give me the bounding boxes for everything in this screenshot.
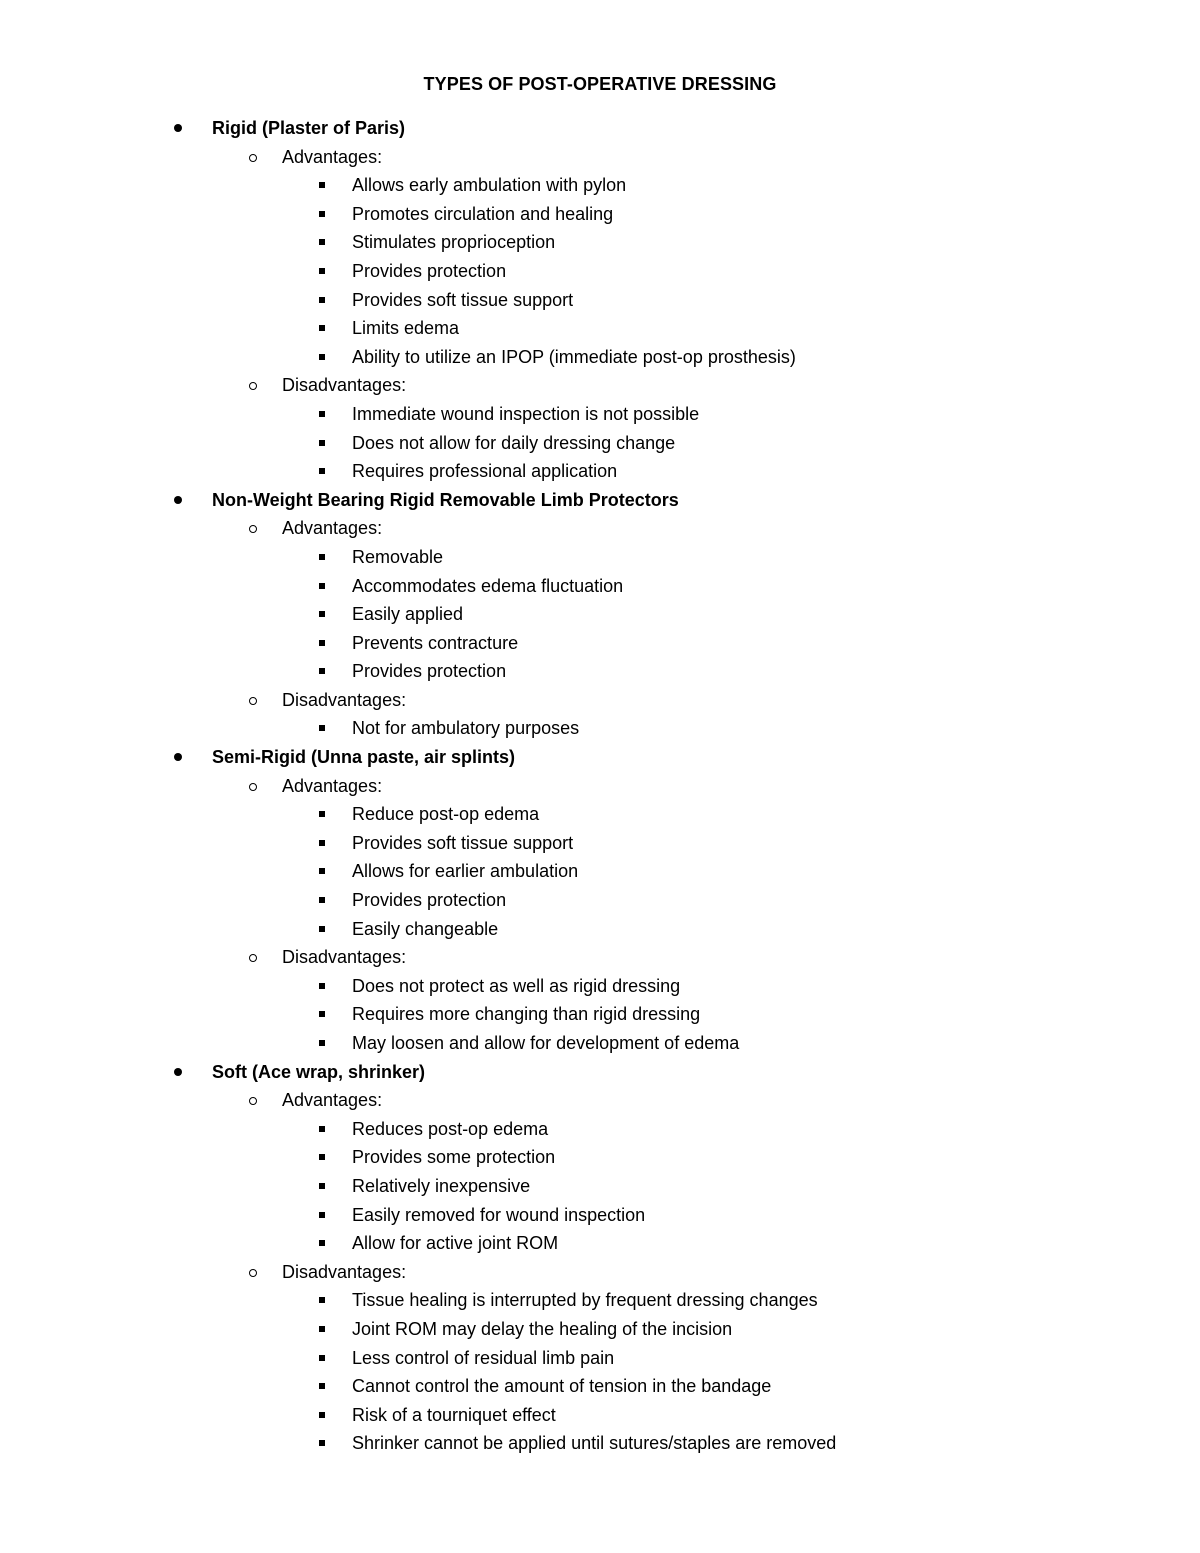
section-heading-text: Semi-Rigid (Unna paste, air splints)	[212, 747, 516, 768]
list-item-text: Accommodates edema fluctuation	[352, 575, 624, 596]
list-item-text: Prevents contracture	[352, 632, 519, 653]
section-heading-text: Rigid (Plaster of Paris)	[212, 118, 406, 138]
list-item	[0, 1344, 1200, 1373]
group-label-text: Disadvantages:	[282, 689, 407, 710]
group-label	[0, 943, 1200, 972]
list-item	[0, 857, 1200, 886]
list-item	[0, 1201, 1200, 1230]
list-item-text: Cannot control the amount of tension in the bandage	[352, 1376, 772, 1397]
list-item-text: Promotes circulation and healing	[352, 203, 614, 224]
list-item	[0, 286, 1200, 315]
list-item	[0, 886, 1200, 915]
list-item	[0, 800, 1200, 829]
list-item	[0, 1429, 1200, 1458]
list-item-text: Not for ambulatory purposes	[352, 718, 580, 739]
section-heading-text: Soft (Ace wrap, shrinker)	[212, 1061, 426, 1082]
group-label	[0, 143, 1200, 172]
group-label-text: Disadvantages:	[282, 1261, 407, 1282]
list-item-text: Provides soft tissue support	[352, 289, 574, 310]
list-item	[0, 600, 1200, 629]
group-label	[0, 514, 1200, 543]
list-item-text: Easily applied	[352, 604, 464, 625]
list-item-text: Reduce post-op edema	[352, 804, 540, 825]
list-item-text: May loosen and allow for development of edema	[352, 1033, 740, 1053]
list-item	[0, 429, 1200, 458]
list-item-text: Tissue healing is interrupted by frequent dressing changes	[352, 1290, 818, 1311]
list-item	[0, 1315, 1200, 1344]
list-item-text: Provides protection	[352, 661, 507, 682]
group-label-text: Disadvantages:	[282, 375, 407, 396]
list-item	[0, 1372, 1200, 1401]
list-item	[0, 972, 1200, 1001]
list-item	[0, 714, 1200, 743]
list-item-text: Shrinker cannot be applied until sutures/staples are removed	[352, 1433, 837, 1454]
list-item-text: Allows early ambulation with pylon	[352, 175, 627, 196]
list-item	[0, 1143, 1200, 1172]
list-item-text: Allow for active joint ROM	[352, 1233, 559, 1254]
list-item	[0, 543, 1200, 572]
dressing-types-outline	[0, 114, 1200, 1458]
section-heading	[0, 114, 1200, 143]
list-item-text: Less control of residual limb pain	[352, 1347, 615, 1368]
section-heading-text: Non-Weight Bearing Rigid Removable Limb Protectors	[212, 489, 679, 510]
document-title: TYPES OF POST-OPERATIVE DRESSING	[423, 74, 777, 94]
list-item	[0, 400, 1200, 429]
list-item	[0, 457, 1200, 486]
list-item-text: Provides soft tissue support	[352, 832, 574, 853]
group-label-text: Advantages:	[282, 775, 383, 796]
group-label	[0, 371, 1200, 400]
list-item	[0, 915, 1200, 944]
section-heading	[0, 743, 1200, 772]
group-label-text: Advantages:	[282, 518, 383, 539]
list-item-text: Joint ROM may delay the healing of the incision	[352, 1318, 733, 1339]
list-item	[0, 1029, 1200, 1058]
list-item-text: Requires more changing than rigid dressing	[352, 1004, 701, 1025]
list-item-text: Easily removed for wound inspection	[352, 1204, 646, 1225]
list-item	[0, 1286, 1200, 1315]
list-item	[0, 314, 1200, 343]
list-item	[0, 228, 1200, 257]
group-label	[0, 1086, 1200, 1115]
list-item	[0, 343, 1200, 372]
list-item-text: Relatively inexpensive	[352, 1175, 531, 1196]
group-label	[0, 1258, 1200, 1287]
list-item-text: Removable	[352, 546, 444, 567]
list-item	[0, 1115, 1200, 1144]
group-label-text: Advantages:	[282, 146, 383, 167]
list-item-text: Does not protect as well as rigid dressing	[352, 975, 681, 996]
group-label-text: Advantages:	[282, 1090, 383, 1111]
list-item-text: Provides protection	[352, 890, 507, 911]
list-item	[0, 1172, 1200, 1201]
list-item	[0, 200, 1200, 229]
group-label	[0, 772, 1200, 801]
list-item	[0, 572, 1200, 601]
list-item-text: Limits edema	[352, 318, 460, 339]
list-item	[0, 829, 1200, 858]
list-item-text: Stimulates proprioception	[352, 232, 556, 253]
list-item	[0, 1000, 1200, 1029]
section-heading	[0, 1058, 1200, 1087]
list-item-text: Does not allow for daily dressing change	[352, 432, 676, 453]
list-item	[0, 171, 1200, 200]
list-item	[0, 629, 1200, 658]
list-item-text: Easily changeable	[352, 918, 499, 939]
list-item-text: Provides protection	[352, 260, 507, 281]
list-item	[0, 657, 1200, 686]
group-label	[0, 686, 1200, 715]
list-item-text: Ability to utilize an IPOP (immediate post-op prosthesis)	[352, 346, 796, 367]
list-item-text: Risk of a tourniquet effect	[352, 1404, 556, 1425]
list-item-text: Allows for earlier ambulation	[352, 861, 579, 882]
group-label-text: Disadvantages:	[282, 947, 407, 968]
list-item	[0, 257, 1200, 286]
list-item-text: Requires professional application	[352, 461, 618, 482]
list-item-text: Provides some protection	[352, 1147, 556, 1168]
list-item-text: Immediate wound inspection is not possible	[352, 403, 700, 424]
list-item	[0, 1229, 1200, 1258]
list-item-text: Reduces post-op edema	[352, 1118, 549, 1139]
section-heading	[0, 486, 1200, 515]
list-item	[0, 1401, 1200, 1430]
